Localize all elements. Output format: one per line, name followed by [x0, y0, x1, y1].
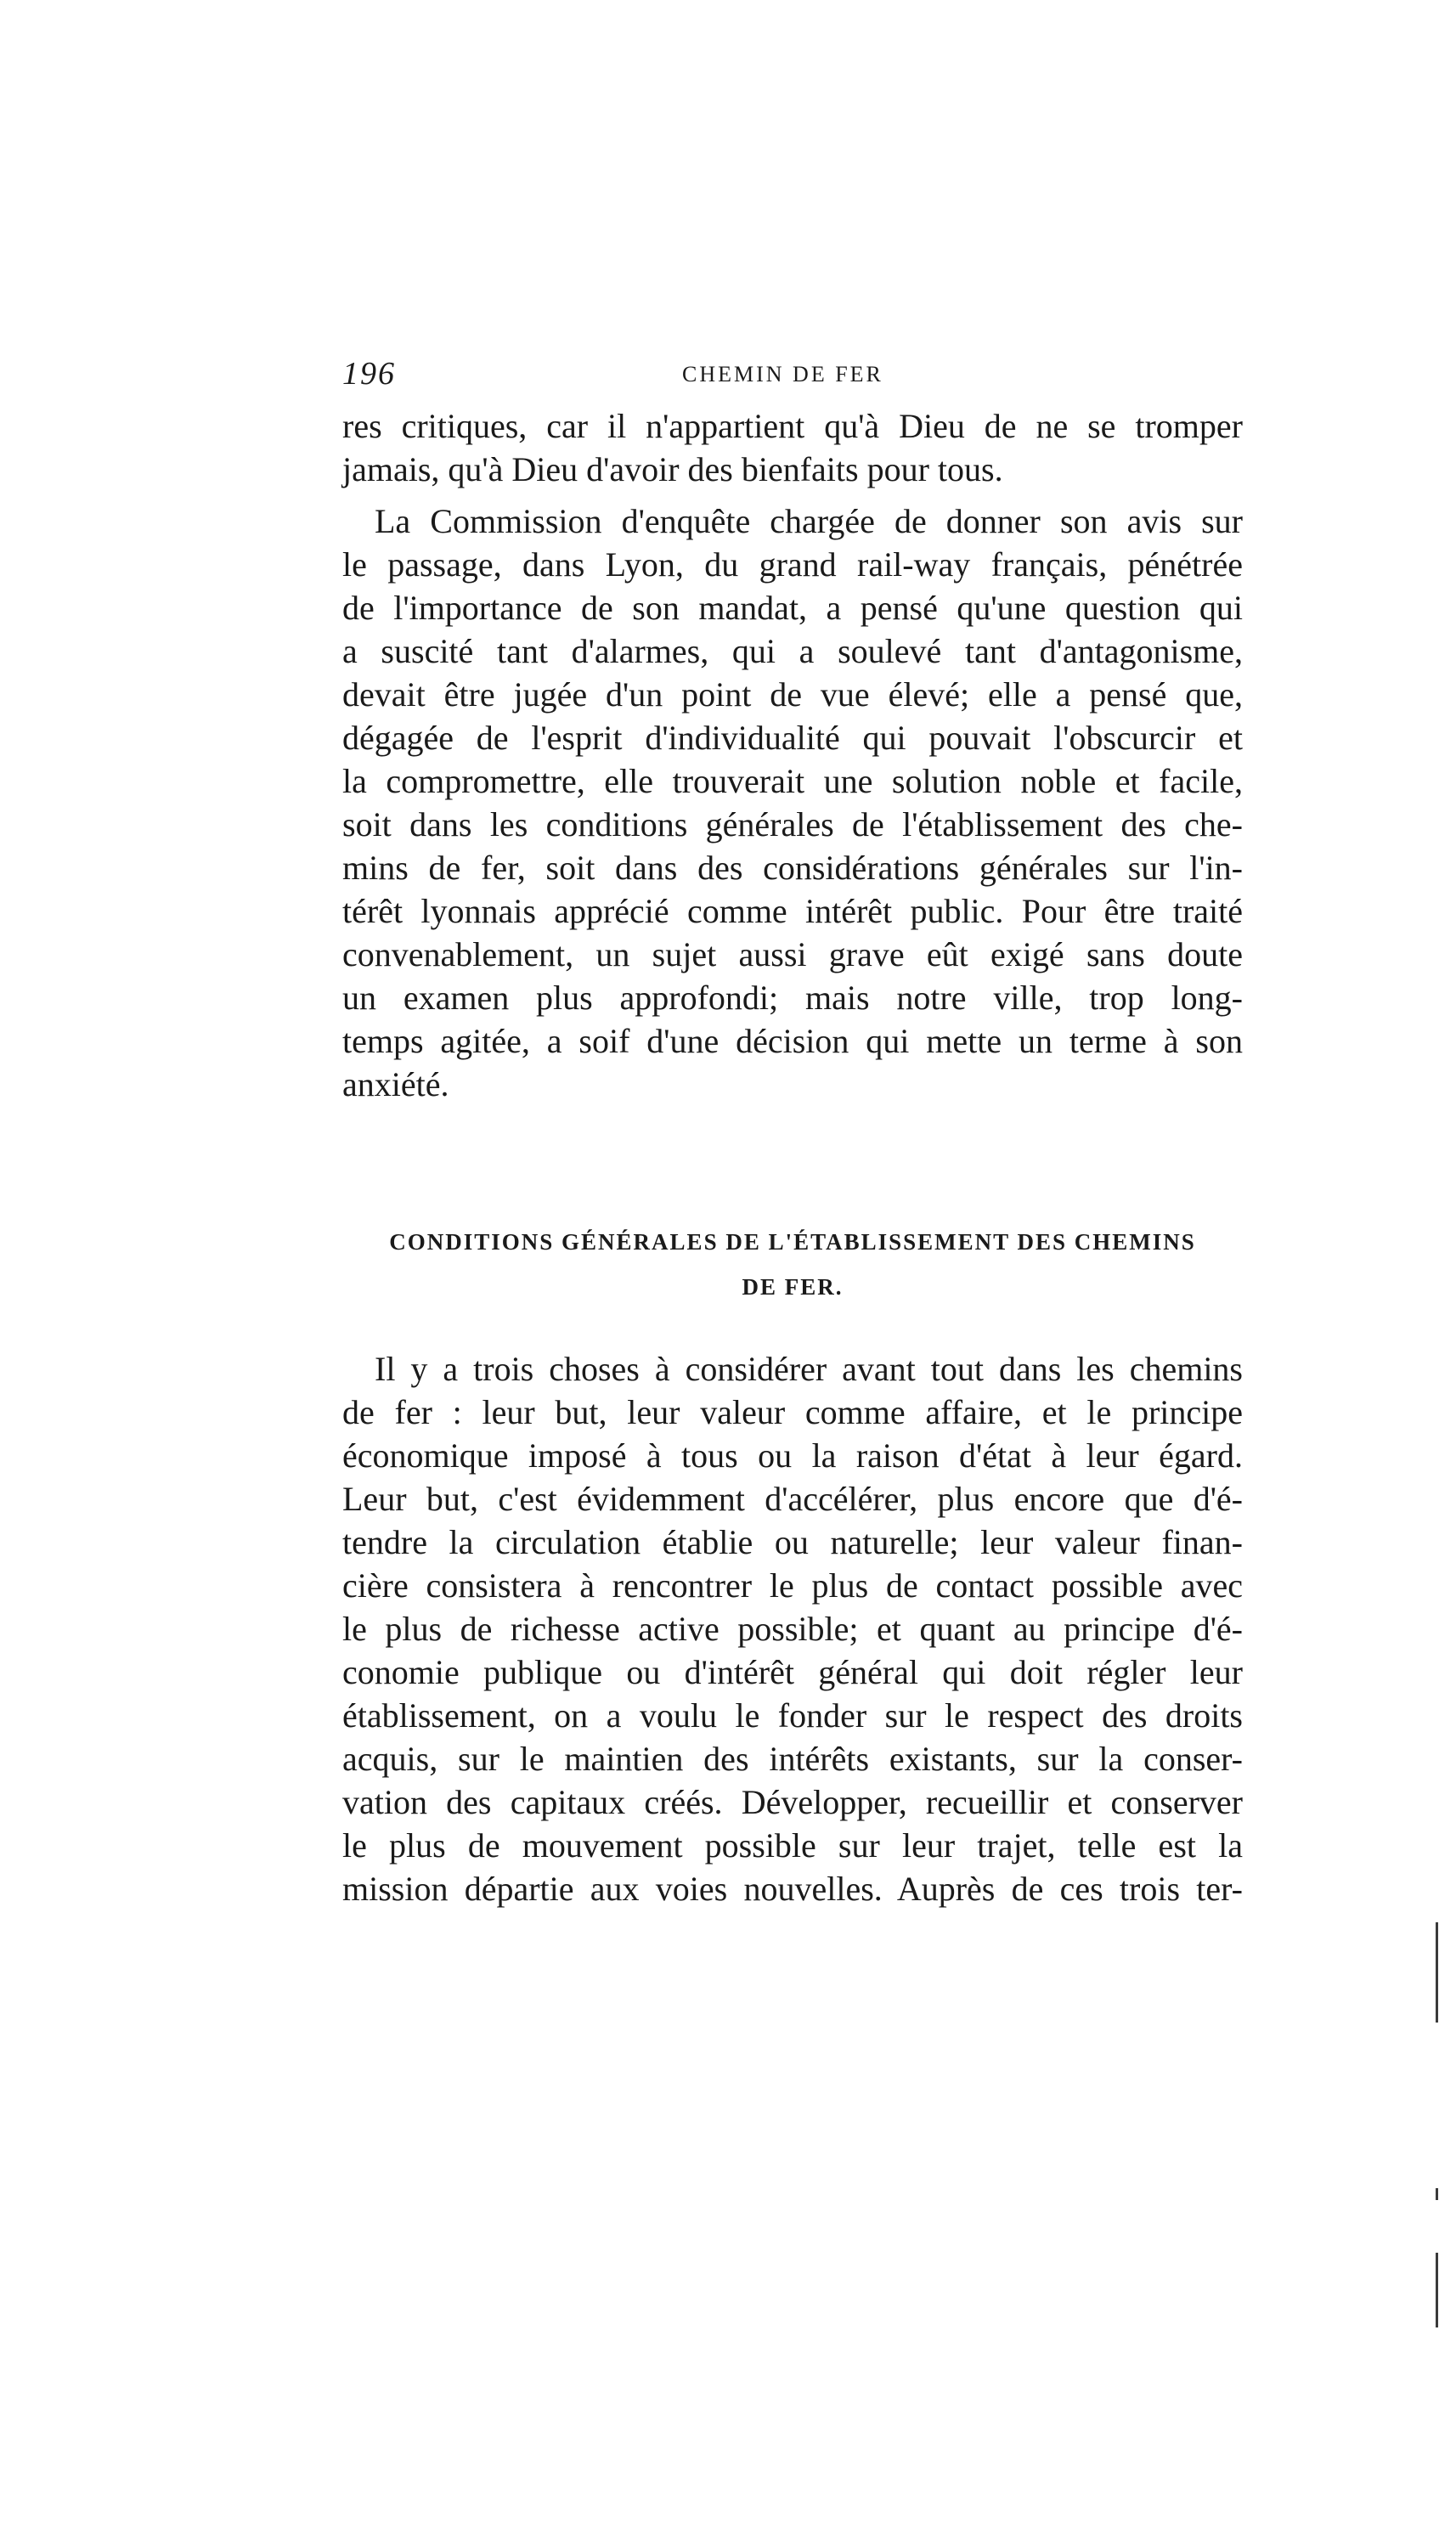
- text-line: de l'importance de son mandat, a pensé qu'une question qui: [342, 589, 1243, 627]
- text-line: cière consistera à rencontrer le plus de contact possible avec: [342, 1566, 1243, 1605]
- text-line: Leur but, c'est évidemment d'accélérer, plus encore que d'é-: [342, 1480, 1243, 1518]
- scan-edge-mark: [1436, 2188, 1438, 2200]
- section-heading-continuation: DE FER.: [742, 1274, 844, 1300]
- page-header: [342, 355, 1243, 392]
- running-title: CHEMIN DE FER: [682, 362, 883, 386]
- text-line: le passage, dans Lyon, du grand rail-way français, pénétrée: [342, 545, 1243, 584]
- text-line: tendre la circulation établie ou naturelle; leur valeur finan-: [342, 1523, 1243, 1561]
- text-line: mins de fer, soit dans des considérations générales sur l'in-: [342, 849, 1243, 887]
- text-line: la compromettre, elle trouverait une solution noble et facile,: [342, 762, 1243, 800]
- paragraph-three-things: [342, 1347, 1243, 1910]
- text-line: Il y a trois choses à considérer avant tout dans les chemins: [375, 1350, 1243, 1388]
- paragraph-continuation: [342, 404, 1243, 491]
- text-line: convenablement, un sujet aussi grave eût exigé sans doute: [342, 935, 1243, 973]
- text-line: temps agitée, a soif d'une décision qui mette un terme à son: [342, 1022, 1243, 1060]
- text-line: dégagée de l'esprit d'individualité qui pouvait l'obscurcir et: [342, 719, 1243, 757]
- text-line: res critiques, car il n'appartient qu'à Dieu de ne se tromper: [342, 407, 1243, 445]
- text-line: jamais, qu'à Dieu d'avoir des bienfaits pour tous.: [342, 450, 1003, 488]
- text-line: le plus de richesse active possible; et quant au principe d'é-: [342, 1610, 1243, 1648]
- text-line: mission départie aux voies nouvelles. Auprès de ces trois ter-: [342, 1870, 1243, 1908]
- text-line: un examen plus approfondi; mais notre ville, trop long-: [342, 979, 1243, 1017]
- section-heading: CONDITIONS GÉNÉRALES DE L'ÉTABLISSEMENT DES CHEMINS: [389, 1229, 1196, 1255]
- text-line: le plus de mouvement possible sur leur trajet, telle est la: [342, 1826, 1243, 1865]
- text-line: La Commission d'enquête chargée de donner son avis sur: [375, 502, 1243, 540]
- text-line: soit dans les conditions générales de l'établissement des che-: [342, 805, 1243, 843]
- text-line: économique imposé à tous ou la raison d'état à leur égard.: [342, 1436, 1243, 1475]
- text-line: acquis, sur le maintien des intérêts existants, sur la conser-: [342, 1740, 1243, 1778]
- page-number: 196: [342, 356, 396, 392]
- scan-edge-mark: [1436, 2253, 1438, 2327]
- text-line: vation des capitaux créés. Développer, recueillir et conserver: [342, 1783, 1243, 1821]
- text-line: conomie publique ou d'intérêt général qui doit régler leur: [342, 1653, 1243, 1691]
- text-line: térêt lyonnais apprécié comme intérêt public. Pour être traité: [342, 892, 1243, 930]
- paragraph-commission: [342, 499, 1243, 1106]
- text-line: a suscité tant d'alarmes, qui a soulevé tant d'antagonisme,: [342, 632, 1243, 670]
- text-line: de fer : leur but, leur valeur comme affaire, et le principe: [342, 1393, 1243, 1431]
- text-line: devait être jugée d'un point de vue élevé; elle a pensé que,: [342, 675, 1243, 714]
- text-line: anxiété.: [342, 1065, 449, 1103]
- scan-edge-mark: [1436, 1922, 1438, 2023]
- text-line: établissement, on a voulu le fonder sur le respect des droits: [342, 1696, 1243, 1735]
